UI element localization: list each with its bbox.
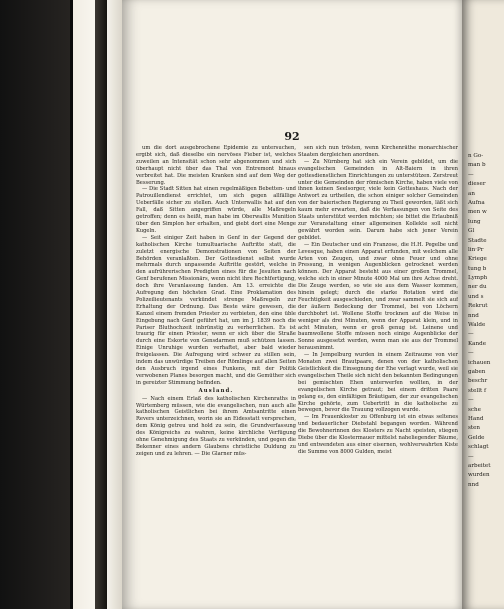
fragment-line: und s xyxy=(468,293,484,300)
paragraph: — Nach einem Erlaß des katholischen Kirchenraths in Würtemberg müssen, wie die evangelischen, nun auch alle katholischen Geistlichen bei ihrem Amtsantritte einen Revers unterzeichnen, worin sie an Eidesstatt versprechen, dem König getreu und hold zu sein, die Grundverfassung des Königreichs zu wahren, keine kirchliche Verfügung ohne Genehmigung des Staats zu verkünden, und gegen die Bekenner eines andern Glaubens christliche Duldung zu zeigen und zu lehren. — Die Glarner müs- xyxy=(136,395,296,457)
fragment-line: sche xyxy=(468,406,481,413)
fragment-line: lung xyxy=(468,218,481,225)
paragraph: um die dort ausgebrochene Epidemie zu untersuchen, ergibt sich, daß dieselbe ein nervöses Fieber ist, welches zuweilen an Intensität schon sehr abgenommen und sich überhaupt nicht über das Thal von Entremont hinaus verbreitet hat. Die meisten Kranken sind auf dem Weg der Besserung. xyxy=(136,145,296,186)
fragment-line: Gl xyxy=(468,228,475,235)
fragment-line: gaben xyxy=(468,368,486,375)
paragraph: — Seit einiger Zeit haben in Genf in der Gegend der katholischen Kirche tumultuarische Auftritte statt, die zuletzt energische Demonstrationen von Seiten der Behörden veranlaßten. Der Gottesdienst selbst wurde mehrmals durch unpassende Auftritte gestört, welche in den aufrührerischen Predigten eines für die Jesuiten nach Genf berufenen Missionärs, wenn nicht ihre Rechtfertigung, doch ihre Veranlassung fanden. Am 13. erreichte die Aufregung den höchsten Grad. Eine Proklamation des Polizeilieutenants verkündet strenge Maßregeln zur Erhaltung der Ordnung. Das Beste wäre gewesen, die Kanzel einem fremden Priester zu verbieten, den eine üble Eingebung nach Genf geführt hat, um im J. 1839 noch die Pariser Bluthochzeit inbrünstig zu verherrlichen. Es ist traurig für einen Priester, wenn er sich über die Straße durch eine Eskorte von Gensdarmen muß schützen lassen. Einige Unruhige wurden verhaftet, aber bald wieder freigelassen. Die Aufregung wird schwer zu stillen sein, indem das unwürdige Treiben der Römlinge auf allen Seiten den Ausbruch irgend eines Funkens, mit der Politik verwobenen Planes besorgen macht, und die Gemüther sich in gereizter Stimmung befinden. xyxy=(136,234,296,386)
fragment-line: dieser xyxy=(468,181,486,188)
fragment-line: Rekrut xyxy=(468,303,488,310)
section-heading: Ausland. xyxy=(198,387,234,394)
fragment-line: — xyxy=(468,350,474,357)
fragment-line: Walde xyxy=(468,322,486,329)
fragment-line: Stadte xyxy=(468,237,487,244)
paragraph: — Im Frauenkloster zu Offenburg ist ein etwas seltenes und bedauerlicher Diebstahl begangen worden. Während die Bewohnerinnen des Klosters zu Nacht speisten, stiegen Diebe über die Klostermauer mittelst naheliegender Bäume, und entwendeten aus einer eisernen, wohlverwahrten Kiste die Summe von 8000 Gulden, meist xyxy=(298,414,458,455)
paragraph: — In Jempelburg wurden in einem Zeitraume von vier Monaten zwei Brautpaare, denen von der katholischen Geistlichkeit die Einsegnung der Ehe verlagt wurde, weil sie evangelischen Theile sich nicht den bekannten Bedingungen bei gemischten Ehen unterwerfen wollten, in der evangelischen Kirche getraut; bei einem dritten Paare gelang es, den einfältigen Bräutigam, der zur evangelischen Kirche gehörte, zum Uebertritt in die katholische zu bewegen, bevor die Trauung vollzogen wurde. xyxy=(298,352,458,414)
fragment-line: wurden xyxy=(468,472,490,479)
fragment-line: schlagt xyxy=(468,444,489,451)
paragraph: sen sich nun trösten, wenn Kirchenräthe monarchischer Staaten dergleichen anordnen. xyxy=(298,145,458,158)
next-page-edge xyxy=(462,0,504,609)
right-column xyxy=(298,145,458,585)
fragment-line: — xyxy=(468,331,474,338)
fragment-line: men w xyxy=(468,209,487,216)
fragment-line: Aufna xyxy=(468,199,485,206)
paragraph: — Zu Nürnberg hat sich ein Verein gebildet, um die evangelischen Gemeinden in Alt-Baiern in ihren gottesdienstlichen Einrichtungen zu unterstützen. Zerstreut unter die Gemeinden der römischen Kirche, haben viele von ihnen keinen Seelsorger, viele kein Gotteshaus. Nach der Antwort zu urtheilen, die schon einiger solcher Gemeinden von der baierischen Regierung zu Theil geworden, läßt sich kaum mehr erwarten, daß die Verfassungen von Seite des Staats unterstützt werden möchten; sie bittet die Erlaubniß zur Veranstaltung einer allgemeinen Kollekte soll nicht gewährt worden sein. Darum habe sich jener Verein gebildet. xyxy=(298,158,458,241)
fragment-line: beschr xyxy=(468,378,488,385)
fragment-line: n Go- xyxy=(468,153,484,159)
fragment-line: Kande xyxy=(468,340,487,347)
page-number: 92 xyxy=(284,130,300,143)
next-page-text-fragments xyxy=(468,152,491,490)
fragment-line: tung b xyxy=(468,265,487,272)
fragment-line: Gelde xyxy=(468,434,485,441)
paragraph: — Die Stadt Sitten hat einen regelmäßigen Bebetten- und Patrouillendienst errichtet, um sich gegen allfällige Ueberfälle sicher zu stellen. Auch Unterwallis hat auf den Fall, daß Sitten angegriffen würde, alle Maßregeln getroffen; denn es heißt, man habe im Oberwallis Munition über den Simplon her erhalten, und giebt dort eine Menge Kugeln. xyxy=(136,186,296,234)
fragment-line: ichauen xyxy=(468,359,491,366)
paragraph: — Ein Deutscher und ein Franzose, die H.H. Pegelbe und Levesque, haben einen Apparat erfunden, mit welchem alle Arten von Zeugen, und zwar ohne Feuer und ohne Pressung, in wenigen Augenblicken getrocknet werden können. Der Apparat besteht aus einer großen Trommel, welche sich in einer Minute 4000 Mal um ihre Achse dreht. Die Zeuge werden, so wie sie aus dem Wasser kommen, hinein gelegt; durch die starke Rotation wird die Feuchtigkeit ausgeschieden, und zwar sammelt sie sich auf der äußern Bedeckung der Trommel, bei von Löchern durchbohrt ist. Wollene Stoffe trocknen auf die Weise in weniger als drei Minuten, wenn der Apparat klein, und in acht Minuten, wenn er groß genug ist. Leinene und baumwollene Stoffe müssen noch einige Augenblicke der Sonne ausgesetzt werden, wenn man sie aus der Trommel herausnimmt. xyxy=(298,241,458,352)
left-column xyxy=(136,145,296,585)
fragment-line: arbeitet xyxy=(468,462,491,469)
fragment-line: lin·Pr xyxy=(468,246,484,253)
document-page xyxy=(122,0,462,609)
fragment-line: — xyxy=(468,397,474,404)
fragment-line: man b xyxy=(468,162,486,169)
fragment-line: nnd xyxy=(468,481,479,488)
fragment-line: stellt f xyxy=(468,387,487,394)
fragment-line: Lymph xyxy=(468,275,488,282)
fragment-line: ner du xyxy=(468,284,487,291)
fragment-line: — xyxy=(468,171,474,178)
fragment-line: Hand xyxy=(468,415,484,422)
fragment-line: Kriege xyxy=(468,256,487,263)
fragment-line: sten xyxy=(468,425,481,432)
fragment-line: — xyxy=(468,453,474,460)
fragment-line: nnd xyxy=(468,312,479,319)
binding-gutter xyxy=(95,0,107,609)
fragment-line: an xyxy=(468,190,475,197)
